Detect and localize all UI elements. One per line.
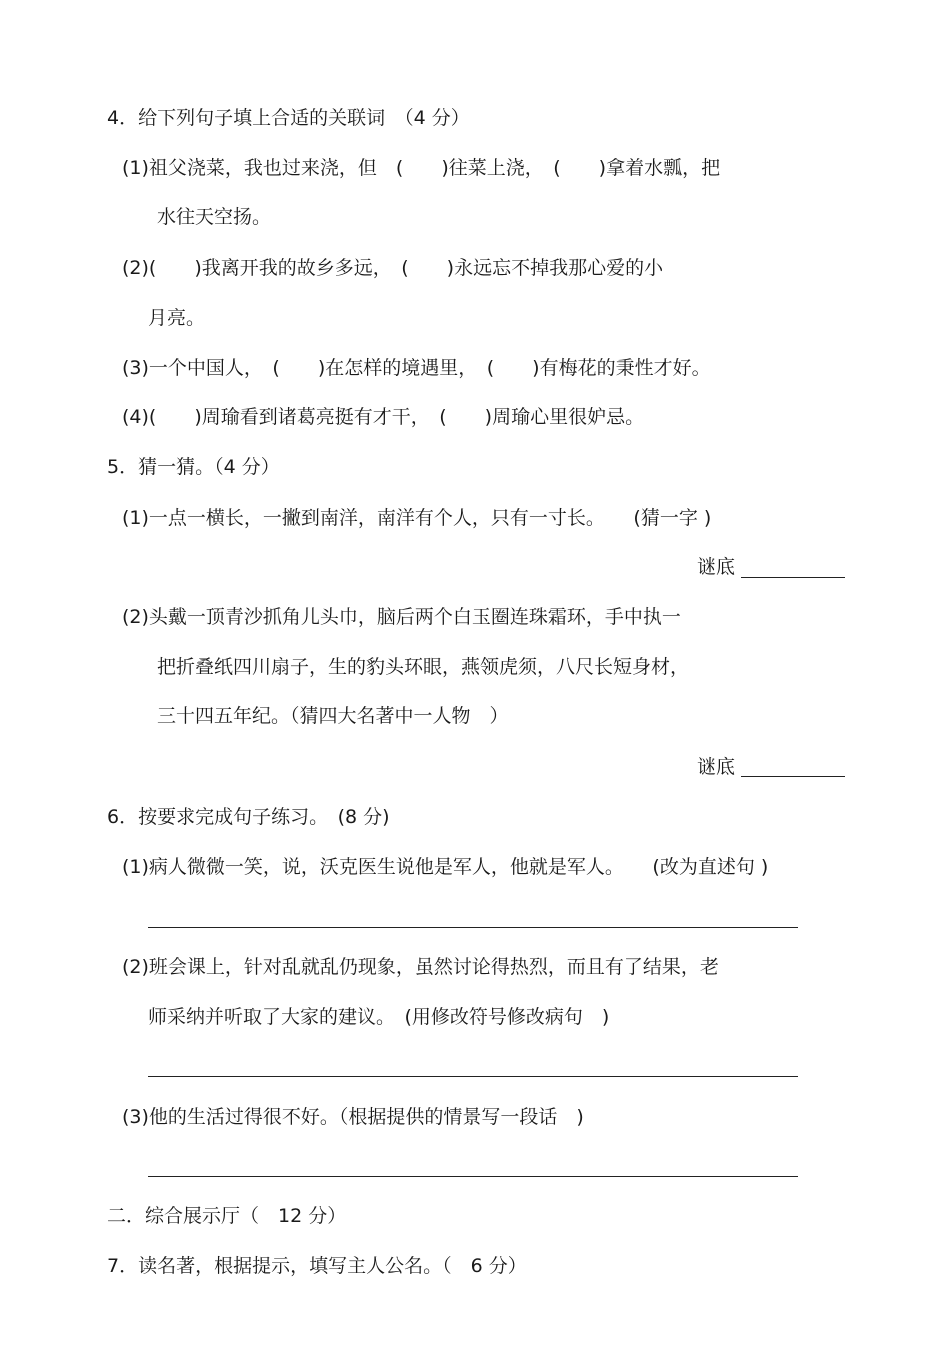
q4-item2-line2: 月亮。: [148, 307, 206, 329]
q6-item2-line1: (2)班会课上，针对乱就乱仍现象，虽然讨论得热烈，而且有了结果，老: [122, 956, 719, 978]
q5-item1: (1)一点一横长，一撇到南洋，南洋有个人，只有一寸长。 (猜一字 ): [122, 507, 712, 529]
q5-item2-line3: 三十四五年纪。（猜四大名著中一人物 ）: [157, 705, 509, 727]
q7-title: 7．读名著，根据提示，填写主人公名。（ 6 分）: [107, 1255, 527, 1277]
q4-item2-line1: (2)( )我离开我的故乡多远， ( )永远忘不掉我那心爱的小: [122, 257, 664, 279]
q6-item3-answer-line[interactable]: [148, 1176, 798, 1177]
q6-item2-line2: 师采纳并听取了大家的建议。 (用修改符号修改病句 ): [148, 1006, 610, 1028]
q6-item1: (1)病人微微一笑，说，沃克医生说他是军人，他就是军人。 (改为直述句 ): [122, 856, 769, 878]
q4-item3: (3)一个中国人， ( )在怎样的境遇里， ( )有梅花的秉性才好。: [122, 357, 711, 379]
q4-item4: (4)( )周瑜看到诸葛亮挺有才干， ( )周瑜心里很妒忌。: [122, 406, 645, 428]
q6-item3: (3)他的生活过得很不好。（根据提供的情景写一段话 ): [122, 1106, 584, 1128]
q5-answer2-label: 谜底: [697, 756, 736, 778]
q4-title: 4．给下列句子填上合适的关联词 （4 分）: [107, 107, 470, 129]
q4-item1-line1: (1)祖父浇菜，我也过来浇，但 ( )往菜上浇， ( )拿着水瓢，把: [122, 157, 721, 179]
q5-answer1-label: 谜底: [697, 556, 736, 578]
q6-title: 6．按要求完成句子练习。 (8 分): [107, 806, 390, 828]
section2-title: 二．综合展示厅（ 12 分）: [107, 1205, 347, 1227]
q5-item2-line2: 把折叠纸四川扇子，生的豹头环眼，燕领虎须，八尺长短身材，: [157, 656, 690, 678]
q6-item1-answer-line[interactable]: [148, 927, 798, 928]
q5-title: 5．猜一猜。（4 分）: [107, 456, 280, 478]
q6-item2-answer-line[interactable]: [148, 1076, 798, 1077]
q5-answer2-blank[interactable]: [741, 776, 845, 777]
q4-item1-line2: 水往天空扬。: [157, 206, 272, 228]
q5-answer1-blank[interactable]: [741, 577, 845, 578]
q5-item2-line1: (2)头戴一顶青沙抓角儿头巾，脑后两个白玉圈连珠霜环，手中执一: [122, 606, 681, 628]
